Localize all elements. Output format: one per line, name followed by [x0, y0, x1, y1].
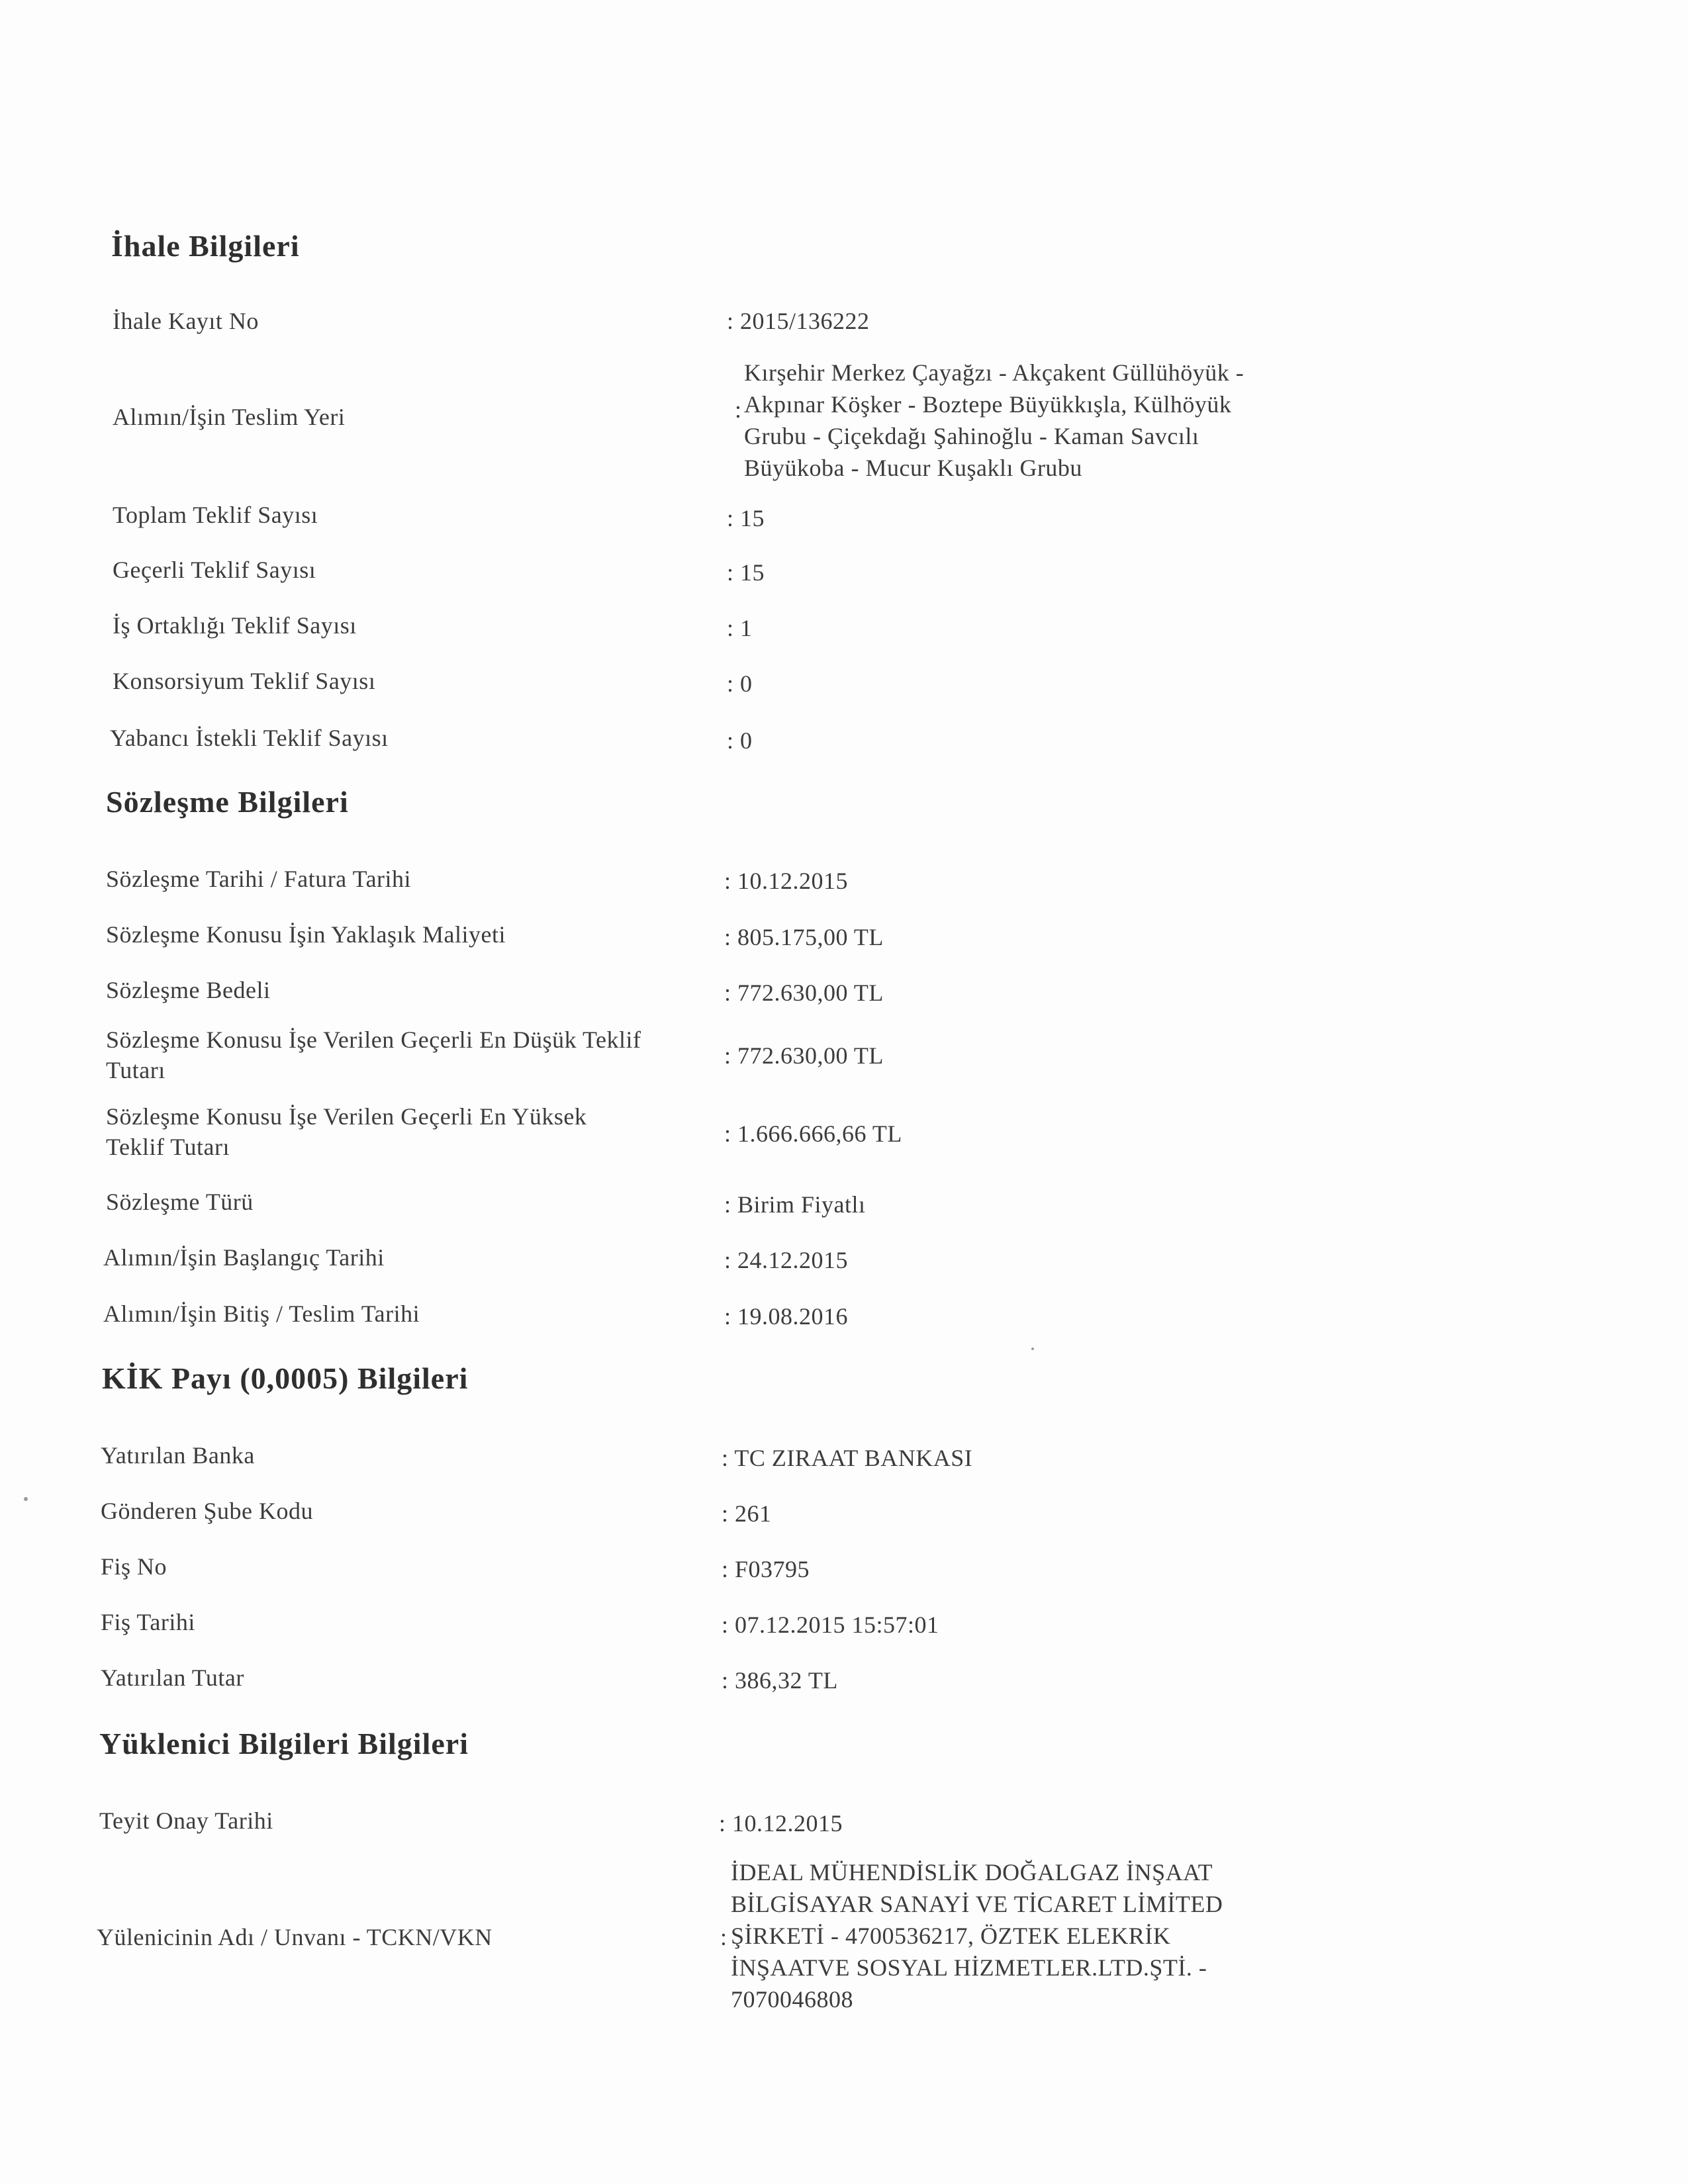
teyit-onay-tarihi-value: : 10.12.2015: [719, 1810, 843, 1837]
sube-kodu-label: Gönderen Şube Kodu: [101, 1498, 313, 1524]
en-yuksek-teklif-label-line-1: Sözleşme Konusu İşe Verilen Geçerli En Yüksek: [106, 1103, 587, 1130]
teslim-yeri-line-3: Grubu - Çiçekdağı Şahinoğlu - Kaman Savcılı: [744, 423, 1199, 449]
toplam-teklif-value: : 15: [727, 505, 765, 531]
yabanci-value: : 0: [727, 727, 753, 754]
sozlesme-turu-value: : Birim Fiyatlı: [724, 1191, 866, 1218]
ihale-section-title: İhale Bilgileri: [111, 229, 300, 263]
en-yuksek-teklif-label-line-2: Teklif Tutarı: [106, 1134, 230, 1160]
yuklenici-adi-line-1: İDEAL MÜHENDİSLİK DOĞALGAZ İNŞAAT: [731, 1859, 1213, 1886]
en-dusuk-teklif-label-line-1: Sözleşme Konusu İşe Verilen Geçerli En Düşük Teklif: [106, 1026, 641, 1053]
fis-tarihi-label: Fiş Tarihi: [101, 1609, 195, 1635]
sozlesme-turu-label: Sözleşme Türü: [106, 1189, 254, 1215]
sozlesme-tarih-label: Sözleşme Tarihi / Fatura Tarihi: [106, 866, 412, 892]
en-dusuk-teklif-label-line-2: Tutarı: [106, 1057, 165, 1083]
scan-speck: [1031, 1347, 1034, 1350]
en-yuksek-teklif-value: : 1.666.666,66 TL: [724, 1120, 902, 1147]
baslangic-tarihi-label: Alımın/İşin Başlangıç Tarihi: [103, 1244, 385, 1271]
ihale-kayit-no-value: : 2015/136222: [727, 308, 870, 334]
toplam-teklif-label: Toplam Teklif Sayısı: [113, 502, 318, 528]
yabanci-label: Yabancı İstekli Teklif Sayısı: [110, 725, 389, 751]
yatirilan-banka-label: Yatırılan Banka: [101, 1442, 255, 1469]
kik-section-title: KİK Payı (0,0005) Bilgileri: [102, 1361, 469, 1395]
teslim-yeri-line-2: Akpınar Köşker - Boztepe Büyükkışla, Külhöyük: [744, 391, 1232, 418]
konsorsiyum-label: Konsorsiyum Teklif Sayısı: [113, 668, 376, 694]
yuklenici-adi-label: Yülenicinin Adı / Unvanı - TCKN/VKN: [97, 1924, 492, 1950]
scan-speck: [24, 1497, 28, 1501]
is-ortakligi-value: : 1: [727, 615, 753, 641]
yuklenici-section-title: Yüklenici Bilgileri Bilgileri: [99, 1727, 469, 1760]
yatirilan-banka-value: : TC ZIRAAT BANKASI: [722, 1445, 973, 1471]
baslangic-tarihi-value: : 24.12.2015: [724, 1247, 849, 1273]
yuklenici-adi-line-5: 7070046808: [731, 1986, 853, 2013]
gecerli-teklif-label: Geçerli Teklif Sayısı: [113, 557, 316, 583]
bitis-tarihi-label: Alımın/İşin Bitiş / Teslim Tarihi: [103, 1300, 420, 1327]
yatirilan-tutar-value: : 386,32 TL: [722, 1667, 838, 1694]
teslim-yeri-colon: :: [735, 396, 742, 423]
ihale-kayit-no-label: İhale Kayıt No: [113, 308, 259, 334]
yuklenici-adi-colon: :: [720, 1924, 727, 1950]
sozlesme-bedeli-label: Sözleşme Bedeli: [106, 977, 271, 1003]
teslim-yeri-line-1: Kırşehir Merkez Çayağzı - Akçakent Güllühöyük -: [744, 359, 1244, 386]
fis-no-label: Fiş No: [101, 1553, 167, 1580]
teslim-yeri-label: Alımın/İşin Teslim Yeri: [113, 404, 346, 430]
fis-no-value: : F03795: [722, 1556, 810, 1582]
yuklenici-adi-line-4: İNŞAATVE SOSYAL HİZMETLER.LTD.ŞTİ. -: [731, 1954, 1207, 1981]
teslim-yeri-line-4: Büyükoba - Mucur Kuşaklı Grubu: [744, 455, 1082, 481]
yaklasik-maliyet-label: Sözleşme Konusu İşin Yaklaşık Maliyeti: [106, 921, 506, 948]
fis-tarihi-value: : 07.12.2015 15:57:01: [722, 1612, 939, 1638]
konsorsiyum-value: : 0: [727, 670, 753, 697]
bitis-tarihi-value: : 19.08.2016: [724, 1303, 849, 1330]
gecerli-teklif-value: : 15: [727, 559, 765, 586]
yatirilan-tutar-label: Yatırılan Tutar: [101, 1664, 244, 1691]
teyit-onay-tarihi-label: Teyit Onay Tarihi: [99, 1807, 273, 1834]
en-dusuk-teklif-value: : 772.630,00 TL: [724, 1042, 884, 1069]
sozlesme-section-title: Sözleşme Bilgileri: [106, 785, 349, 819]
sube-kodu-value: : 261: [722, 1500, 772, 1527]
yaklasik-maliyet-value: : 805.175,00 TL: [724, 924, 884, 950]
yuklenici-adi-line-2: BİLGİSAYAR SANAYİ VE TİCARET LİMİTED: [731, 1891, 1223, 1917]
is-ortakligi-label: İş Ortaklığı Teklif Sayısı: [113, 612, 357, 639]
sozlesme-tarih-value: : 10.12.2015: [724, 868, 849, 894]
yuklenici-adi-line-3: ŞİRKETİ - 4700536217, ÖZTEK ELEKRİK: [731, 1923, 1171, 1949]
sozlesme-bedeli-value: : 772.630,00 TL: [724, 979, 884, 1006]
